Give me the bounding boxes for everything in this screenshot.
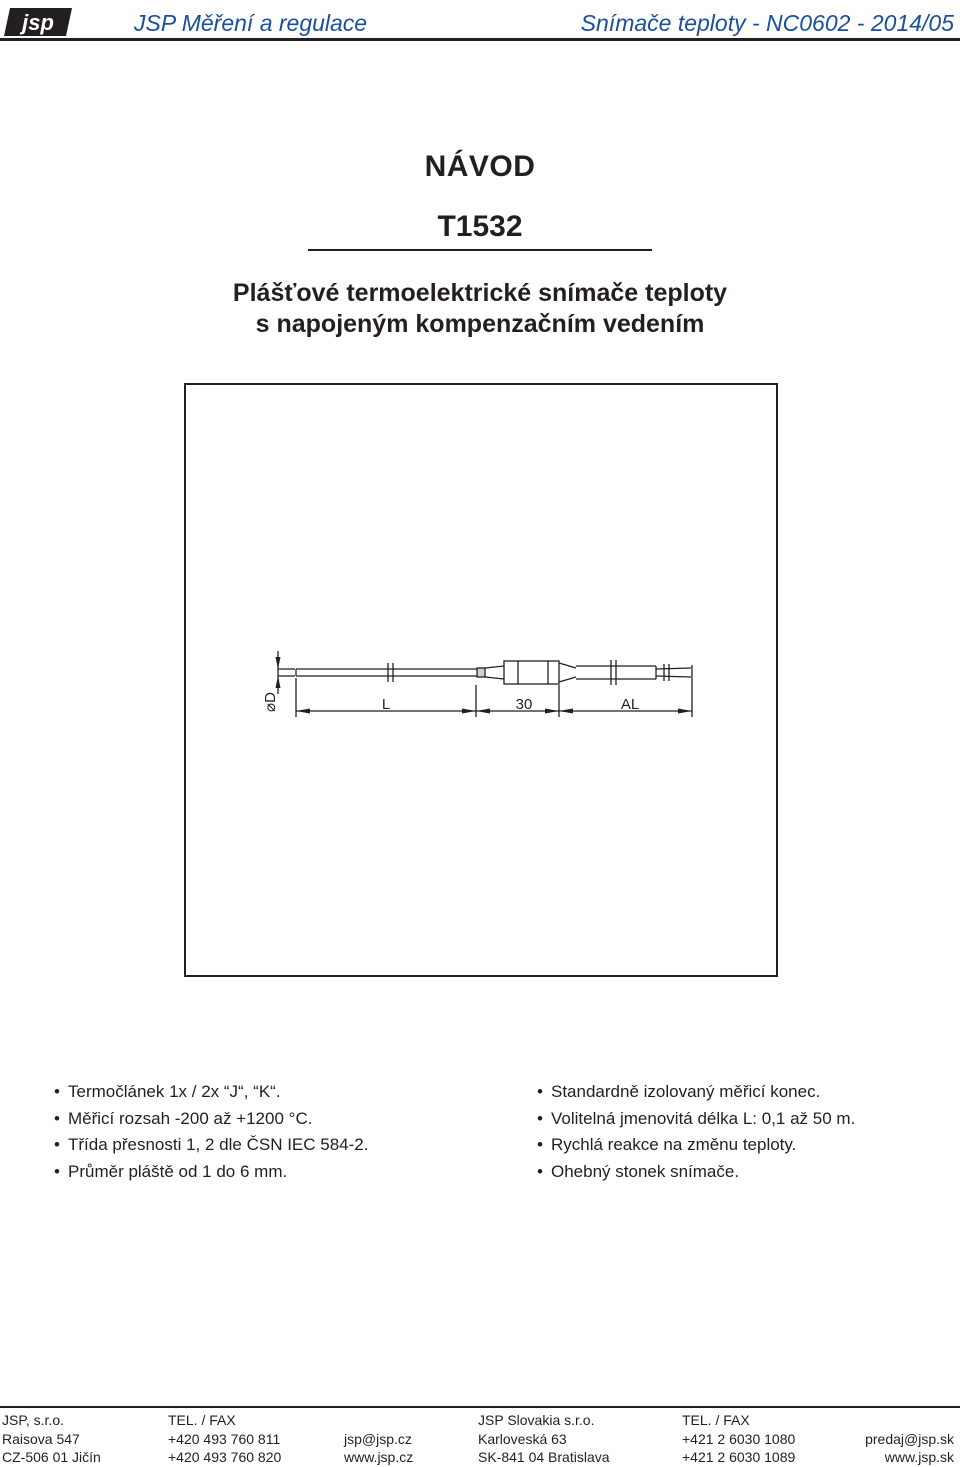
logo-text: jsp [22,10,54,35]
feature-item: • Ohebný stonek snímače. [537,1159,855,1186]
feature-item: • Standardně izolovaný měřicí konec. [537,1079,855,1106]
company-name: JSP Slovakia s.r.o. [478,1412,595,1428]
web-link[interactable]: www.jsp.sk [884,1449,954,1465]
sensor-drawing [186,385,776,975]
street: Karloveská 63 [478,1430,567,1447]
product-subtitle [0,278,960,340]
dimension-label-diameter: ⌀D [262,692,279,712]
jsp-logo [2,6,74,38]
feature-list-left [54,1079,368,1185]
city: SK-841 04 Bratislava [478,1449,610,1465]
footer-sk-contact [865,1411,954,1467]
fax-number: +420 493 760 820 [168,1449,282,1465]
feature-item: • Rychlá reakce na změnu teploty. [537,1132,855,1159]
feature-list-right [537,1079,855,1185]
dimension-label-AL: AL [620,696,640,713]
subtitle-line-1: Plášťové termoelektrické snímače teploty [232,279,728,307]
feature-item: • Třída přesnosti 1, 2 dle ČSN IEC 584-2. [54,1132,368,1159]
dimension-label-L: L [381,696,391,713]
product-code: T1532 [437,210,523,243]
dimension-label-30: 30 [515,696,533,713]
subtitle-line-2: s napojeným kompenzačním vedením [255,310,705,338]
phone-number: +420 493 760 811 [168,1430,281,1447]
email-link[interactable]: jsp@jsp.cz [344,1430,412,1447]
city: CZ-506 01 Jičín [2,1449,101,1465]
document-reference: Snímače teploty - NC0602 - 2014/05 [580,10,954,36]
footer-cz-address [2,1411,101,1467]
tel-fax-label: TEL. / FAX [168,1412,236,1428]
document-title: NÁVOD [424,150,536,183]
fax-number: +421 2 6030 1089 [682,1449,796,1465]
footer-sk-phone [682,1411,795,1467]
tel-fax-label: TEL. / FAX [682,1412,750,1428]
phone-number: +421 2 6030 1080 [682,1430,796,1447]
street: Raisova 547 [2,1430,80,1447]
header-divider [0,38,960,41]
footer-divider [0,1406,960,1408]
email-link[interactable]: predaj@jsp.sk [865,1430,954,1447]
footer-cz-contact [344,1411,413,1467]
feature-item: • Měřicí rozsah -200 až +1200 °C. [54,1106,368,1133]
feature-item: • Volitelná jmenovitá délka L: 0,1 až 50 m. [537,1106,855,1133]
footer-cz-phone [168,1411,281,1467]
web-link[interactable]: www.jsp.cz [344,1449,414,1465]
company-name: JSP, s.r.o. [2,1412,64,1428]
feature-item: • Termočlánek 1x / 2x “J“, “K“. [54,1079,368,1106]
title-underline [308,249,652,251]
feature-item: • Průměr pláště od 1 do 6 mm. [54,1159,368,1186]
footer-sk-address [478,1411,610,1467]
brand-name: JSP Měření a regulace [134,10,368,36]
